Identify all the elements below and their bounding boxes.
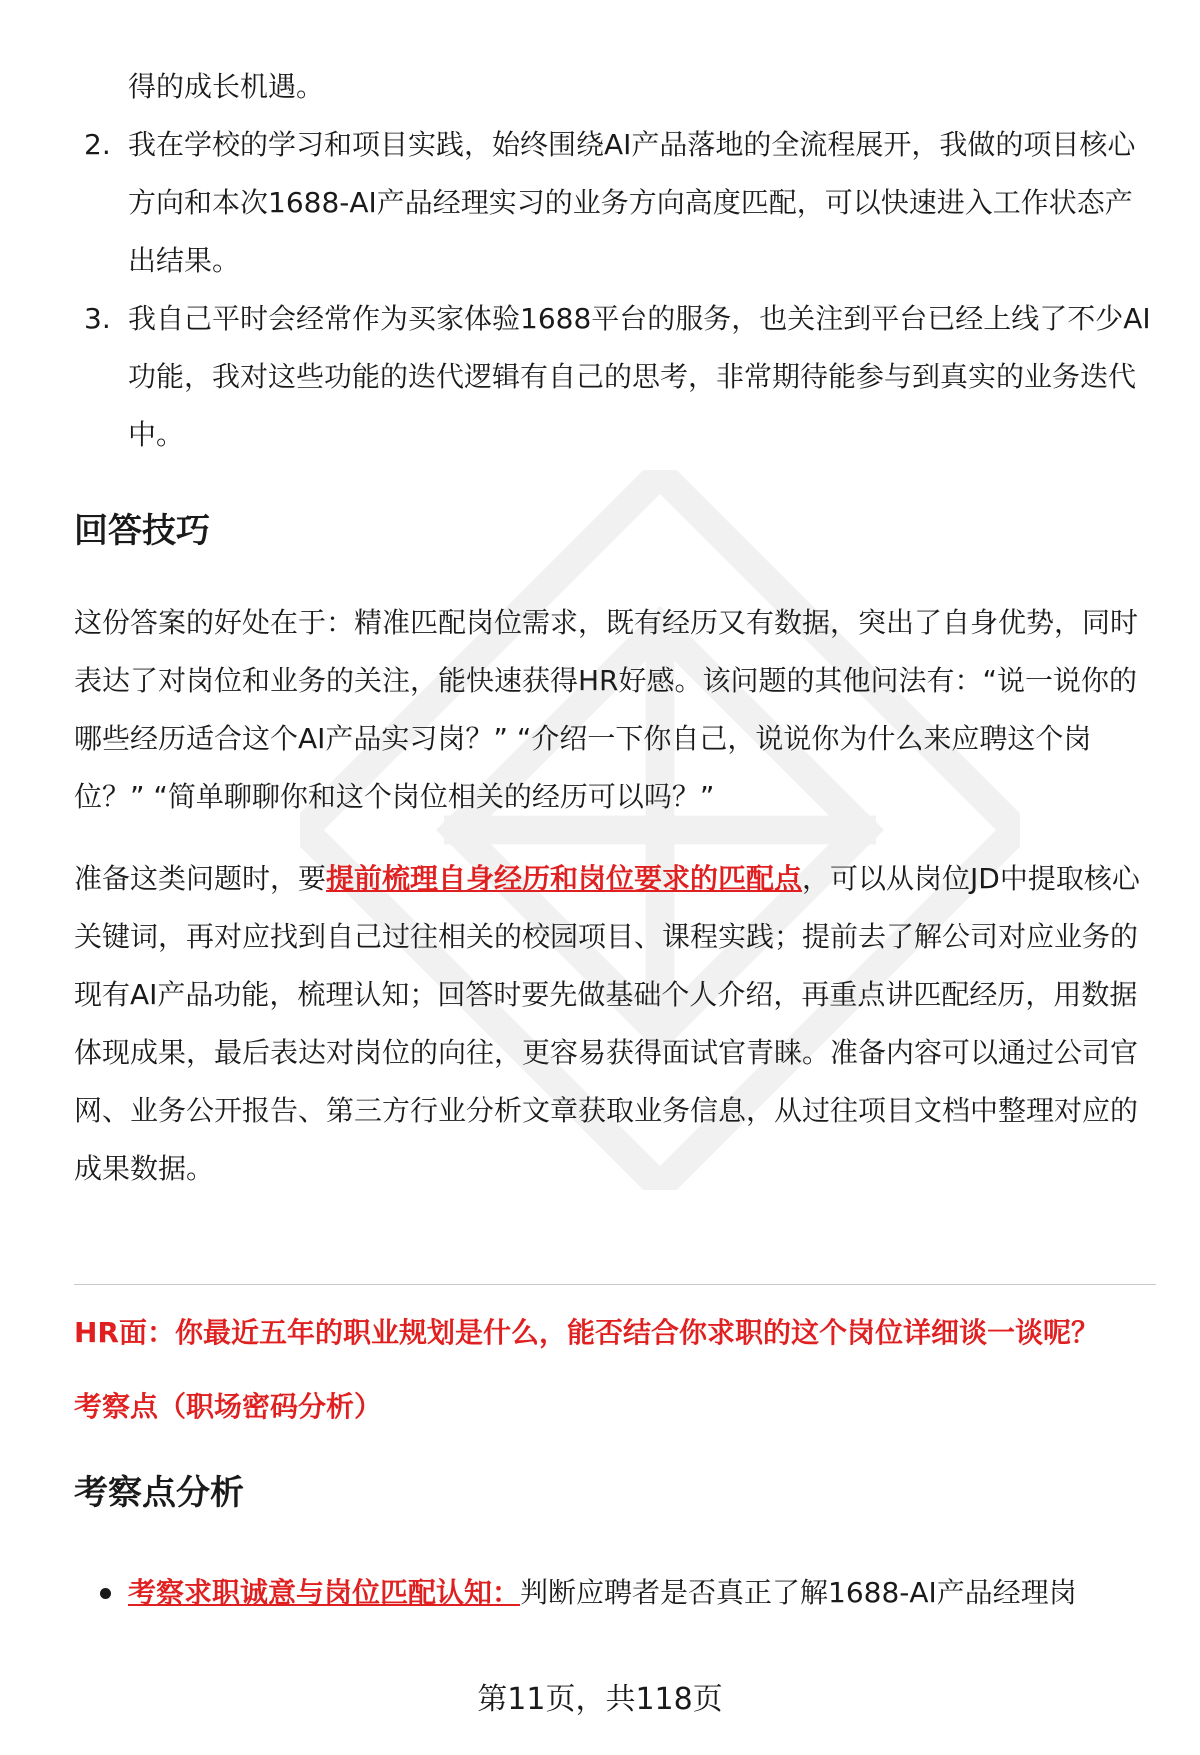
hr-section xyxy=(74,1312,1154,1622)
document-content xyxy=(74,58,1154,1198)
page-footer: 第11页，共118页 xyxy=(477,1682,723,1717)
list-number: 3. xyxy=(84,302,111,335)
bullet-highlight: 考察求职诚意与岗位匹配认知： xyxy=(128,1576,521,1609)
list-item-text: 我在学校的学习和项目实践，始终围绕AI产品落地的全流程展开，我做的项目核心方向和本次1688-AI产品经理实习的业务方向高度匹配，可以快速进入工作状态产出结果。 xyxy=(128,128,1136,277)
tips-paragraph-2-suffix: ，可以从岗位JD中提取核心关键词，再对应找到自己过往相关的校园项目、课程实践；提前去了解公司对应业务的现有AI产品功能，梳理认知；回答时要先做基础个人介绍，再重点讲匹配经历，用数据体现成果，最后表达对岗位的向往，更容易获得面试官青睐。准备内容可以通过公司官网、业务公开报告、第三方行业分析文章获取业务信息，从过往项目文档中整理对应的成果数据。 xyxy=(74,862,1140,1185)
bullet-text: 判断应聘者是否真正了解1688-AI产品经理岗 xyxy=(520,1576,1077,1609)
tips-paragraph-2 xyxy=(74,850,1154,1198)
hr-question: HR面：你最近五年的职业规划是什么，能否结合你求职的这个岗位详细谈一谈呢？ xyxy=(74,1316,1099,1349)
tips-paragraph-2-prefix: 准备这类问题时，要 xyxy=(74,862,327,895)
list-number: 2. xyxy=(84,128,111,161)
intro-continuation: 得的成长机遇。 xyxy=(128,70,325,103)
numbered-list xyxy=(74,116,1154,464)
tips-paragraph-1: 这份答案的好处在于：精准匹配岗位需求，既有经历又有数据，突出了自身优势，同时表达了对岗位和业务的关注，能快速获得HR好感。该问题的其他问法有：“说一说你的哪些经历适合这个AI产品实习岗？” “介绍一下你自己，说说你为什么来应聘这个岗位？” “简单聊聊你和这个岗位相关的经历可以吗？” xyxy=(74,606,1139,813)
section-heading-analysis: 考察点分析 xyxy=(74,1473,244,1513)
section-divider xyxy=(74,1284,1156,1285)
section-heading-tips: 回答技巧 xyxy=(74,511,210,551)
bullet-dot-icon xyxy=(100,1588,111,1599)
list-item xyxy=(74,290,1154,464)
list-item xyxy=(74,116,1154,290)
tips-highlight: 提前梳理自身经历和岗位要求的匹配点 xyxy=(326,862,803,895)
assessment-label: 考察点（职场密码分析） xyxy=(74,1390,383,1423)
list-item-text: 我自己平时会经常作为买家体验1688平台的服务，也关注到平台已经上线了不少AI功能，我对这些功能的迭代逻辑有自己的思考，非常期待能参与到真实的业务迭代中。 xyxy=(128,302,1151,451)
bullet-item xyxy=(74,1564,1154,1622)
